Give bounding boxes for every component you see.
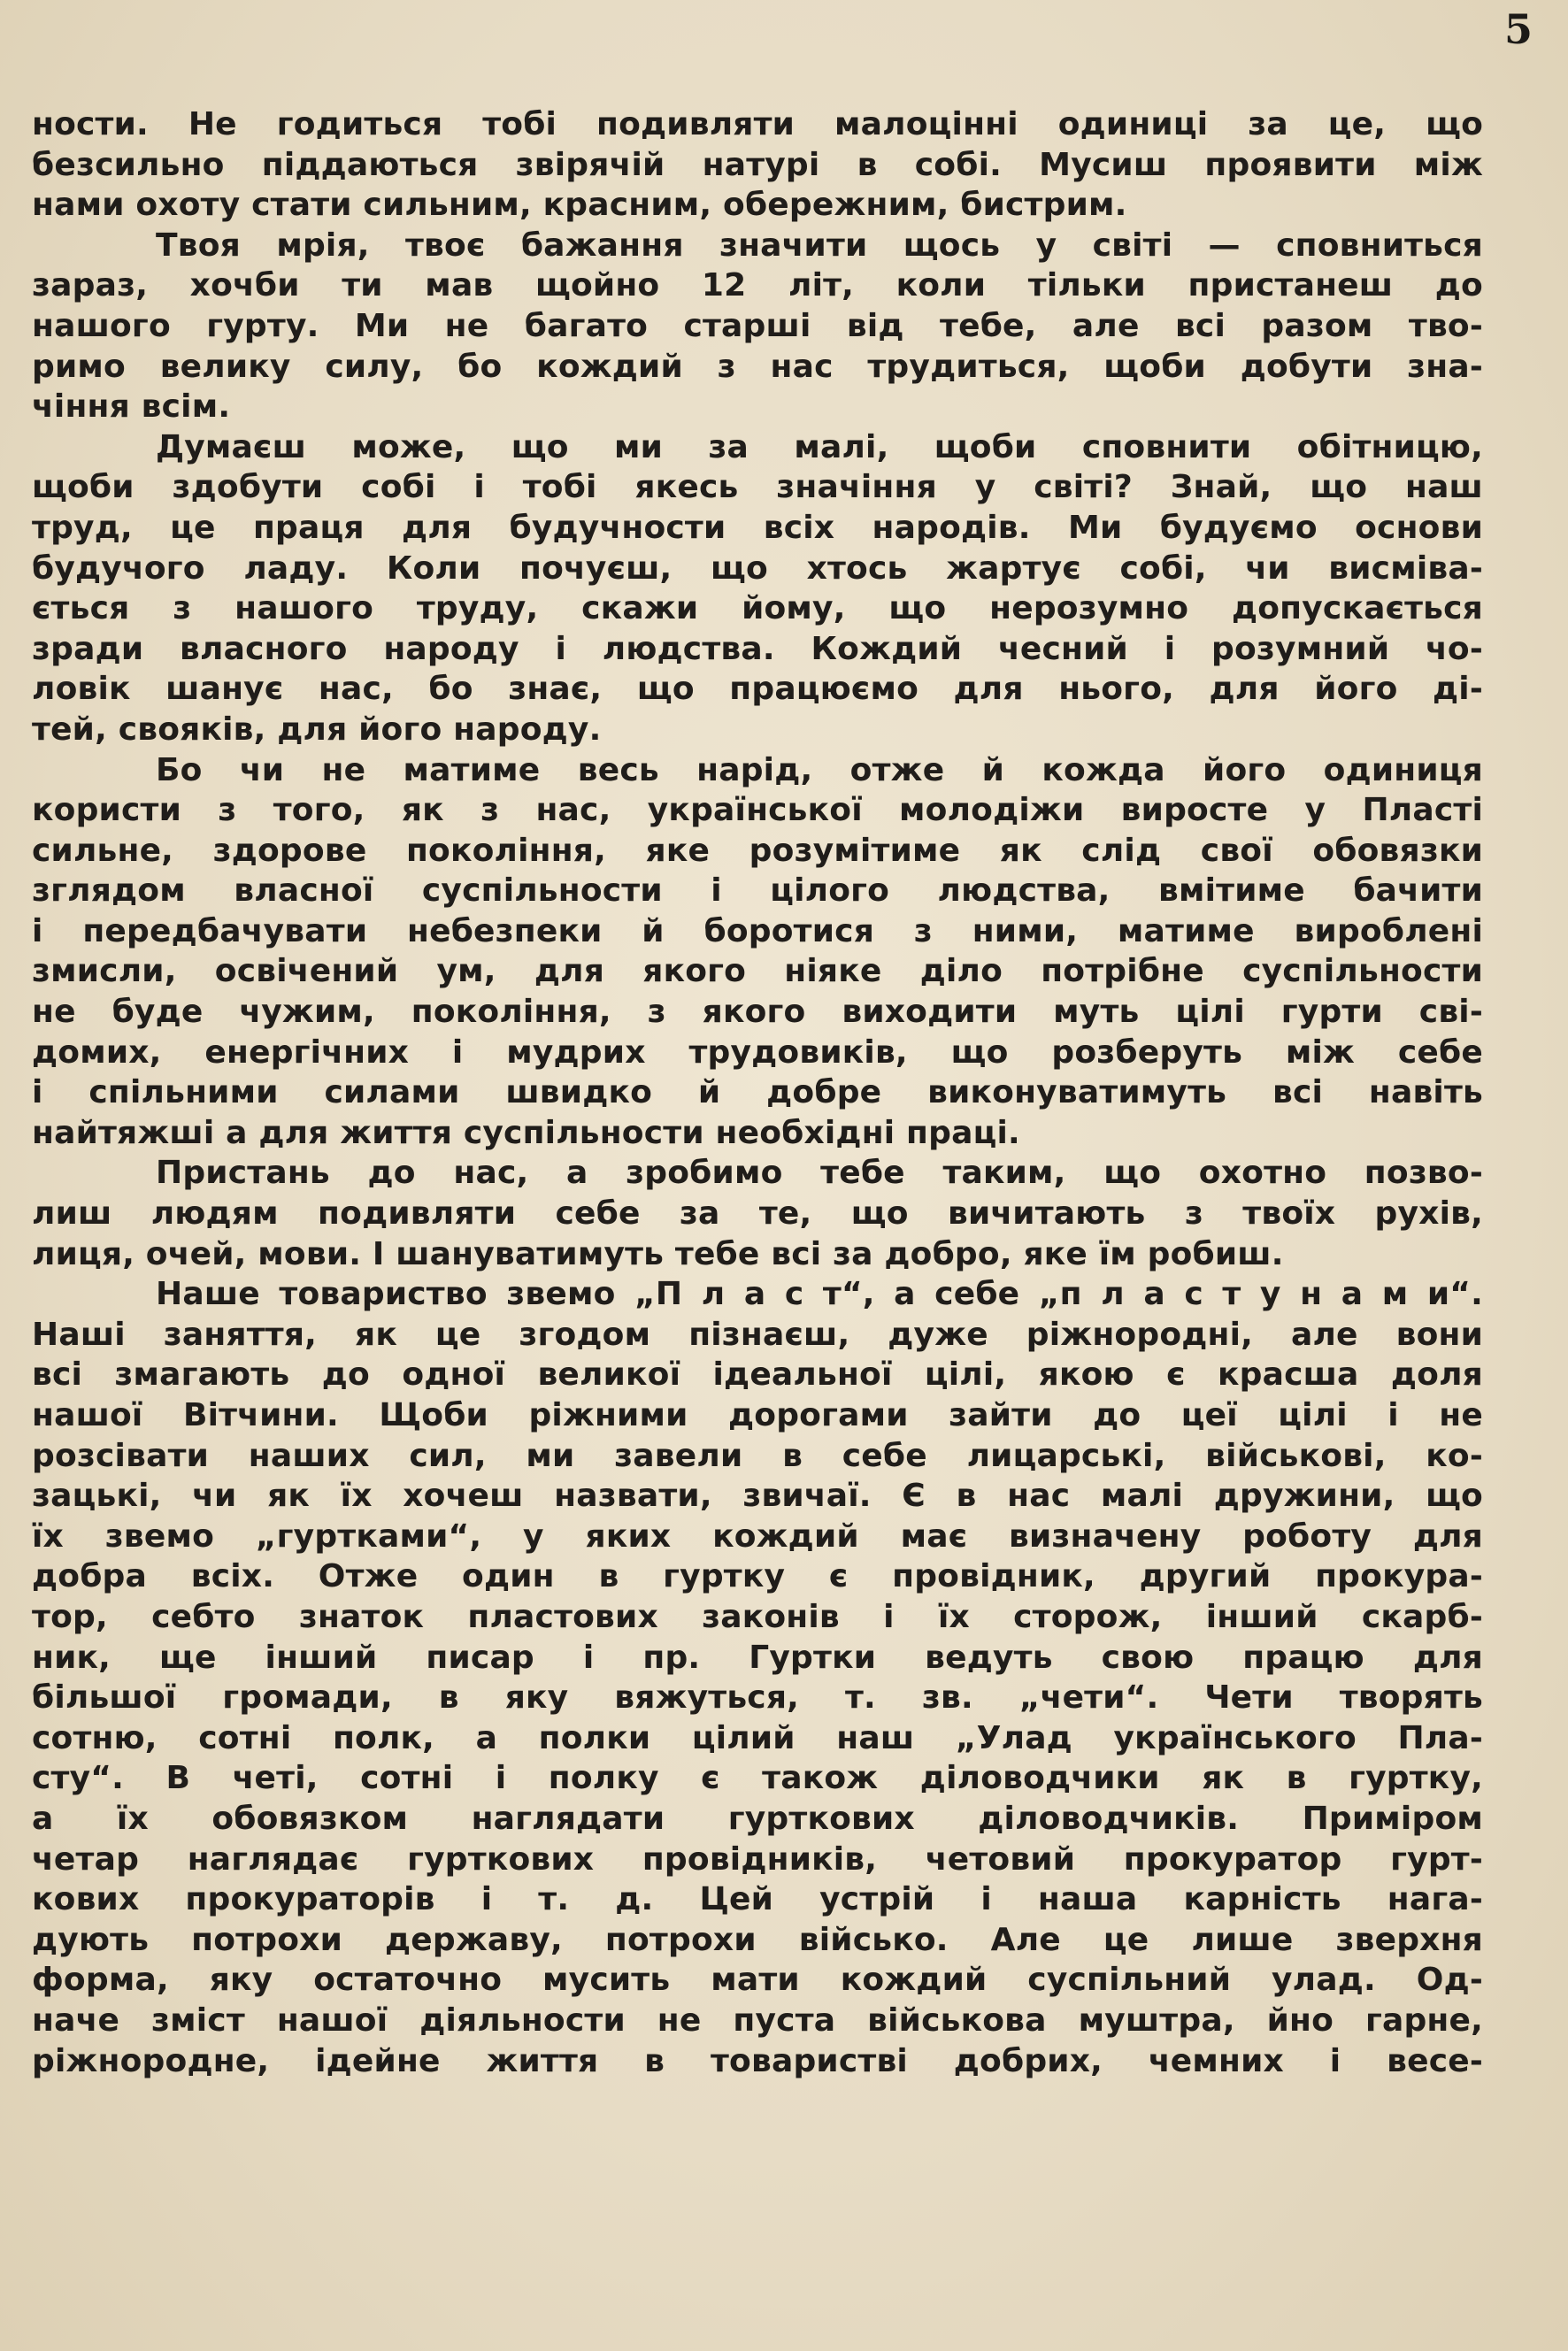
text-line: чіння всім. — [32, 388, 231, 426]
text-line: Наші заняття, як це згодом пізнаєш, дуже ріжнородні, але вони — [32, 1316, 1483, 1353]
text-line: ник, ще інший писар і пр. Гуртки ведуть свою працю для — [32, 1639, 1483, 1676]
text-line: кових прокураторів і т. д. Цей устрій і наша карність нага- — [32, 1881, 1483, 1918]
text-line: зараз, хочби ти мав щойно 12 літ, коли тільки пристанеш до — [32, 267, 1483, 304]
text-line: а їх обовязком наглядати гурткових діловодчиків. Приміром — [32, 1800, 1483, 1837]
text-line: лиш людям подивляти себе за те, що вичитають з твоїх рухів, — [32, 1195, 1483, 1233]
text-line: римо велику силу, бо кождий з нас трудиться, щоби добути зна- — [32, 348, 1483, 385]
text-line: будучого ладу. Коли почуєш, що хтось жартує собі, чи висміва- — [32, 549, 1483, 587]
paragraph-first-line: Твоя мрія, твоє бажання значити щось у світі — сповниться — [156, 227, 1483, 264]
text-line: наче зміст нашої діяльности не пуста військова муштра, йно гарне, — [32, 2001, 1483, 2039]
paragraph-first-line: Наше товариство звемо „П л а с т“, а себе „п л а с т у н а м и“. — [156, 1276, 1483, 1313]
text-line: нами охоту стати сильним, красним, обережним, бистрим. — [32, 187, 1127, 224]
text-line: користи з того, як з нас, української молодіжи виросте у Пласті — [32, 792, 1483, 829]
text-line: ности. Не годиться тобі подивляти малоцінні одиниці за це, що — [32, 106, 1483, 142]
text-line: зглядом власної суспільности і цілого людства, вмітиме бачити — [32, 872, 1483, 910]
text-line: домих, енергічних і мудрих трудовиків, що розберуть між себе — [32, 1033, 1483, 1071]
page-number: 5 — [1503, 5, 1533, 53]
body-text — [32, 104, 1483, 2081]
text-line: ловік шанує нас, бо знає, що працюємо для нього, для його ді- — [32, 671, 1483, 708]
text-line: ється з нашого труду, скажи йому, що нерозумно допускається — [32, 590, 1483, 627]
text-line: розсівати наших сил, ми завели в себе лицарські, військові, ко- — [32, 1437, 1483, 1474]
text-line: сту“. В четі, сотні і полку є також діловодчики як в гуртку, — [32, 1760, 1483, 1797]
text-line: тор, себто знаток пластових законів і їх сторож, інший скарб- — [32, 1598, 1483, 1635]
text-line: найтяжші а для життя суспільности необхідні праці. — [32, 1114, 1020, 1151]
text-line: безсильно піддаються звірячій натурі в собі. Мусиш проявити між — [32, 146, 1483, 183]
text-line: лиця, очей, мови. І шануватимуть тебе всі за добро, яке їм робиш. — [32, 1235, 1284, 1272]
text-line: форма, яку остаточно мусить мати кождий суспільний улад. Од- — [32, 1962, 1483, 1999]
text-line: дують потрохи державу, потрохи військо. Але це лише зверхня — [32, 1921, 1483, 1958]
paragraph-first-line: Думаєш може, що ми за малі, щоби сповнити обітницю, — [156, 428, 1483, 465]
paragraph-first-line: Пристань до нас, а зробимо тебе таким, що охотно позво- — [156, 1155, 1483, 1192]
text-line: змисли, освічений ум, для якого ніяке діло потрібне суспільности — [32, 953, 1483, 990]
text-line: і передбачувати небезпеки й боротися з ними, матиме вироблені — [32, 912, 1483, 949]
text-line: щоби здобути собі і тобі якесь значіння у світі? Знай, що наш — [32, 469, 1483, 506]
text-line: всі змагають до одної великої ідеальної цілі, якою є красша доля — [32, 1356, 1483, 1394]
text-line: їх звемо „гуртками“, у яких кождий має визначену роботу для — [32, 1517, 1483, 1555]
paragraph-first-line: Бо чи не матиме весь нарід, отже й кожда його одиниця — [156, 751, 1483, 788]
text-line: ріжнородне, ідейне життя в товаристві добрих, чемних і весе- — [32, 2042, 1483, 2079]
text-line: нашого гурту. Ми не багато старші від тебе, але всі разом тво- — [32, 307, 1483, 344]
text-line: нашої Вітчини. Щоби ріжними дорогами зайти до цеї цілі і не — [32, 1397, 1483, 1433]
text-line: більшої громади, в яку вяжуться, т. зв. „чети“. Чети творять — [32, 1679, 1483, 1717]
text-line: зацькі, чи як їх хочеш назвати, звичаї. Є в нас малі дружини, що — [32, 1478, 1483, 1515]
text-line: не буде чужим, покоління, з якого виходити муть цілі гурти сві- — [32, 994, 1483, 1031]
text-line: добра всіх. Отже один в гуртку є провідник, другий прокура- — [32, 1558, 1483, 1595]
text-line: і спільними силами швидко й добре виконуватимуть всі навіть — [32, 1074, 1483, 1111]
text-line: тей, свояків, для його народу. — [32, 711, 602, 748]
text-line: сотню, сотні полк, а полки цілий наш „Улад українського Пла- — [32, 1719, 1483, 1756]
text-line: четар наглядає гурткових провідників, четовий прокуратор гурт- — [32, 1840, 1483, 1878]
text-line: труд, це праця для будучности всіх народів. Ми будуємо основи — [32, 509, 1483, 546]
text-line: сильне, здорове покоління, яке розумітиме як слід свої обовязки — [32, 832, 1483, 869]
text-line: зради власного народу і людства. Кождий чесний і розумний чо- — [32, 630, 1483, 667]
